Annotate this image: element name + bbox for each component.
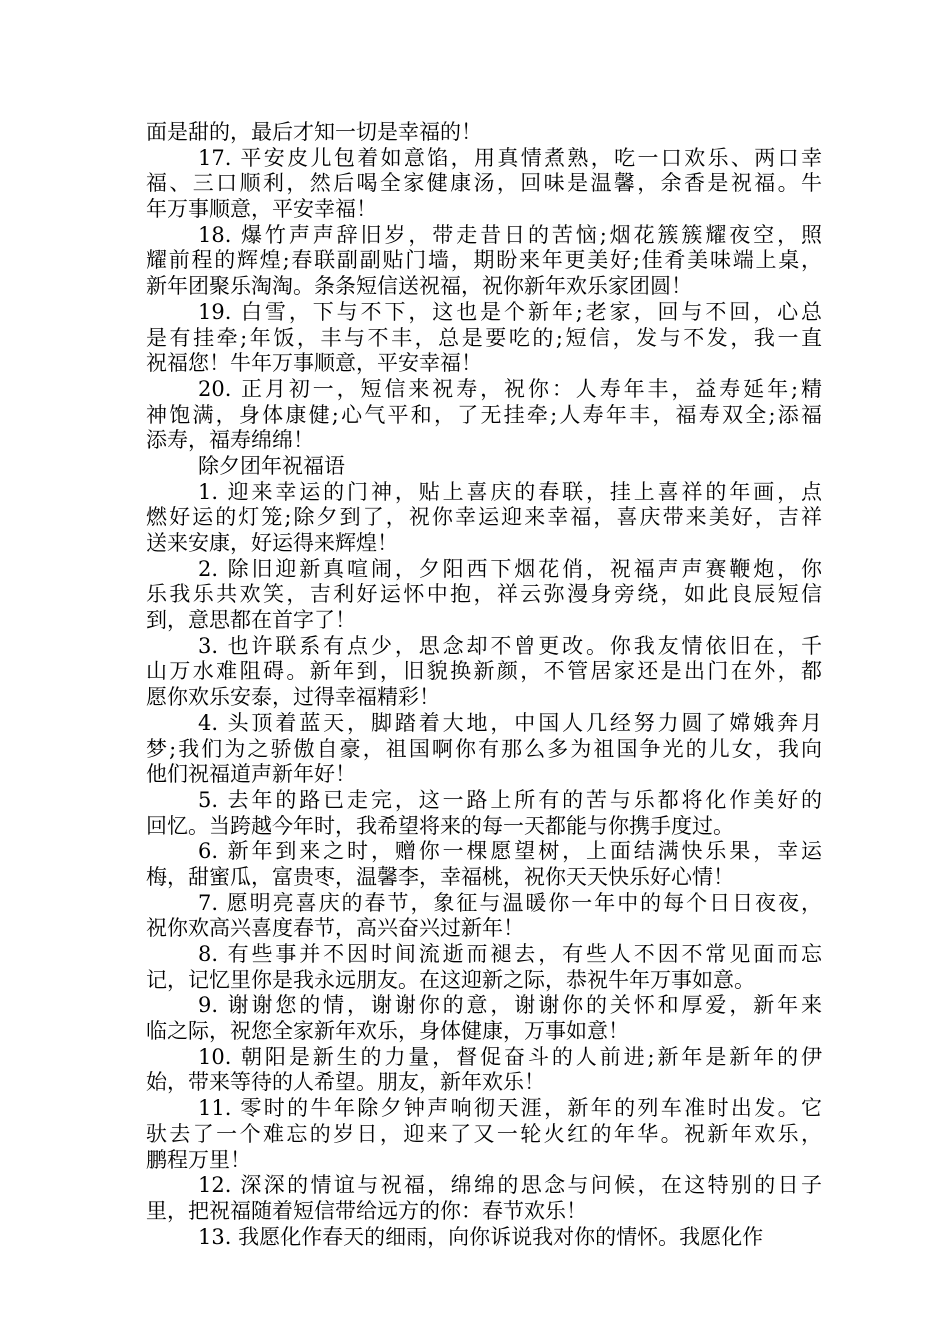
text-line: 2. 除旧迎新真喧闹，夕阳西下烟花俏，祝福声声赛鞭炮，你 [198,556,822,581]
text-line: 祝你欢高兴喜度春节，高兴奋兴过新年！ [146,916,524,941]
text-line: 年万事顺意，平安幸福！ [146,197,377,222]
paragraph [146,891,822,942]
text-line: 福、三口顺利，然后喝全家健康汤，回味是温馨，余香是祝福。牛 [146,171,822,196]
text-line: 燃好运的灯笼;除夕到了，祝你幸运迎来幸福，喜庆带来美好，吉祥 [146,505,822,530]
paragraph [146,1225,822,1251]
paragraph [146,942,822,993]
text-line: 除夕团年祝福语 [198,453,345,478]
text-line: 新年团聚乐淘淘。条条短信送祝福，祝你新年欢乐家团圆！ [146,274,692,299]
text-line: 18. 爆竹声声辞旧岁，带走昔日的苦恼;烟花簇簇耀夜空，照 [198,222,822,247]
paragraph [146,993,822,1044]
paragraph [146,557,822,634]
paragraph [146,120,822,146]
paragraph [146,634,822,711]
section-heading [146,454,822,480]
text-line: 面是甜的，最后才知一切是幸福的！ [146,120,482,144]
text-line: 12. 深深的情谊与祝福，绵绵的思念与问候，在这特别的日子 [198,1173,822,1198]
text-line: 是有挂牵;年饭，丰与不丰，总是要吃的;短信，发与不发，我一直 [146,325,822,350]
text-line: 临之际，祝您全家新年欢乐，身体健康，万事如意！ [146,1019,629,1044]
text-line: 19. 白雪，下与不下，这也是个新年;老家，回与不回，心总 [198,299,822,324]
text-line: 祝福您！牛年万事顺意，平安幸福！ [146,351,482,376]
text-line: 他们祝福道声新年好！ [146,762,356,787]
text-line: 驮去了一个难忘的岁日，迎来了又一轮火红的年华。祝新年欢乐， [146,1121,822,1146]
paragraph [146,839,822,890]
text-line: 8. 有些事并不因时间流逝而褪去，有些人不因不常见面而忘 [198,942,822,966]
paragraph [146,1173,822,1224]
text-line: 乐我乐共欢笑，吉利好运怀中抱，祥云弥漫身旁绕，如此良辰短信 [146,582,822,607]
text-line: 神饱满，身体康健;心气平和，了无挂牵;人寿年丰，福寿双全;添福 [146,402,822,427]
text-line: 13. 我愿化作春天的细雨，向你诉说我对你的情怀。我愿化作 [198,1224,764,1249]
text-line: 4. 头顶着蓝天，脚踏着大地，中国人几经努力圆了嫦娥奔月 [198,710,822,735]
paragraph [146,300,822,377]
text-line: 1. 迎来幸运的门神，贴上喜庆的春联，挂上喜祥的年画，点 [198,479,822,504]
text-line: 里，把祝福随着短信带给远方的你：春节欢乐！ [146,1198,587,1223]
text-line: 回忆。当跨越今年时，我希望将来的每一天都能与你携手度过。 [146,813,734,838]
text-line: 梅，甜蜜瓜，富贵枣，温馨李，幸福桃，祝你天天快乐好心情！ [146,864,734,889]
text-line: 山万水难阻碍。新年到，旧貌换新颜，不管居家还是出门在外，都 [146,659,822,684]
paragraph [146,788,822,839]
text-line: 17. 平安皮儿包着如意馅，用真情煮熟，吃一口欢乐、两口幸 [198,145,822,170]
text-line: 11. 零时的牛年除夕钟声响彻天涯，新年的列车准时出发。它 [198,1096,822,1121]
text-line: 20. 正月初一，短信来祝寿，祝你：人寿年丰，益寿延年;精 [198,376,822,401]
paragraph [146,377,822,454]
text-line: 耀前程的辉煌;春联副副贴门墙，期盼来年更美好;佳肴美味端上桌， [146,248,822,273]
text-line: 10. 朝阳是新生的力量，督促奋斗的人前进;新年是新年的伊 [198,1044,822,1069]
paragraph [146,146,822,223]
paragraph [146,711,822,788]
text-line: 9. 谢谢您的情，谢谢你的意，谢谢你的关怀和厚爱，新年来 [198,993,822,1018]
paragraph [146,480,822,557]
text-line: 愿你欢乐安泰，过得幸福精彩！ [146,685,440,710]
document-page [146,120,822,1250]
paragraph [146,1096,822,1173]
text-line: 记，记忆里你是我永远朋友。在这迎新之际，恭祝牛年万事如意。 [146,967,755,992]
text-line: 始，带来等待的人希望。朋友，新年欢乐！ [146,1070,545,1095]
text-line: 到，意思都在首字了！ [146,608,356,633]
text-line: 3. 也许联系有点少，思念却不曾更改。你我友情依旧在，千 [198,633,822,658]
paragraph [146,223,822,300]
text-line: 5. 去年的路已走完，这一路上所有的苦与乐都将化作美好的 [198,787,822,812]
text-line: 7. 愿明亮喜庆的春节，象征与温暖你一年中的每个日日夜夜， [198,890,822,915]
text-line: 添寿，福寿绵绵！ [146,428,314,453]
text-line: 6. 新年到来之时，赠你一棵愿望树，上面结满快乐果，幸运 [198,839,822,864]
paragraph [146,1045,822,1096]
text-line: 送来安康，好运得来辉煌！ [146,531,398,555]
text-line: 梦;我们为之骄傲自豪，祖国啊你有那么多为祖国争光的儿女，我向 [146,736,822,761]
text-line: 鹏程万里！ [146,1147,251,1172]
